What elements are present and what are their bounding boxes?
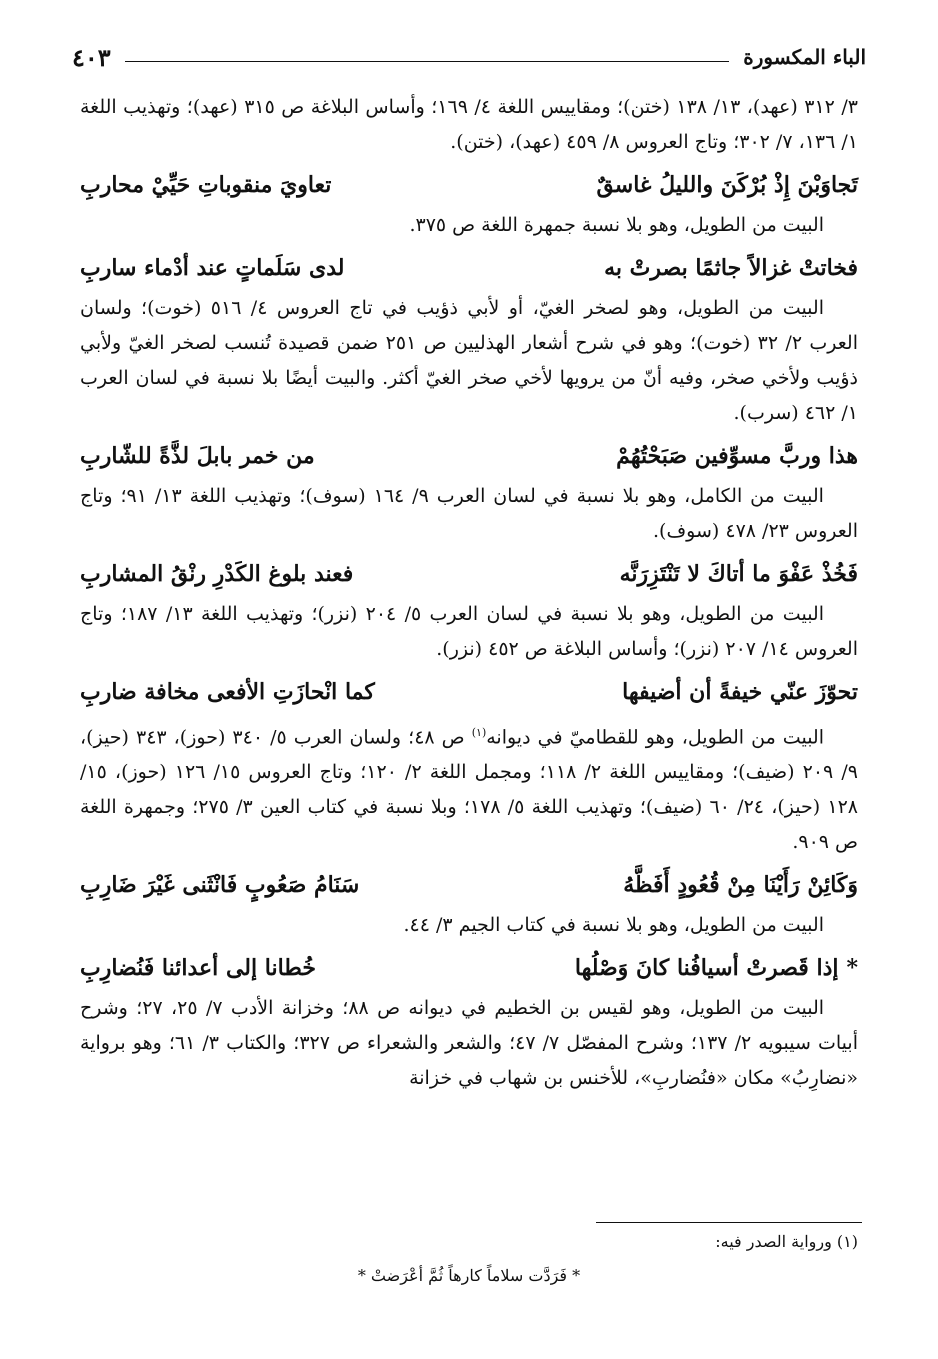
hemistich-text: فَخُذْ عَفْوَ ما أتاكَ لا تَنْتَزِرَنَّه — [619, 561, 858, 587]
verse-second-hemistich: فعند بلوغ الكَدْرِ رنْقُ المشاربِ — [80, 561, 354, 587]
verse-line — [80, 862, 858, 908]
commentary-paragraph: البيت من الطويل، وهو بلا نسبة في كتاب الجيم ٣/ ٤٤. — [403, 914, 824, 937]
footnote-1: (١) ورواية الصدر فيه: — [715, 1232, 858, 1251]
verse-first-hemistich — [616, 443, 858, 469]
hemistich-text: هذا وربَّ مسوِّفين صَبَحْتُهُمْ — [616, 443, 858, 469]
verse-first-hemistich — [596, 172, 858, 198]
verse-first-hemistich — [620, 561, 858, 587]
footnotes — [80, 1228, 858, 1290]
verse-line — [80, 551, 858, 597]
main-text — [80, 90, 858, 1096]
hemistich-text: تحوّزَ عنّي خيفةً أن أضيفها — [622, 679, 858, 705]
verse-line — [80, 433, 858, 479]
commentary-paragraph: البيت من الطويل، وهو بلا نسبة جمهرة اللغة ص ٣٧٥. — [409, 214, 824, 236]
verse-first-hemistich — [622, 679, 858, 705]
paragraph-text: البيت من الطويل، وهو للقطاميّ في ديوانه — [486, 726, 824, 749]
commentary-paragraph — [80, 715, 858, 860]
hemistich-text: تَجاوَبْنَ إِذْ بُرْكَنَ والليلُ غاسقٌ — [596, 172, 858, 198]
commentary-paragraph: ٣/ ٣١٢ (عهد)، ١٣/ ١٣٨ (ختن)؛ ومقاييس اللغة ٤/ ١٦٩؛ وأساس البلاغة ص ٣١٥ (عهد)؛ وتهذيب اللغة ١/ ١٣٦، ٧/ ٣٠٢؛ وتاج العروس ٨/ ٤٥٩ (عهد)، (ختن). — [80, 96, 858, 153]
verse-line — [80, 245, 858, 291]
running-header — [72, 42, 866, 72]
verse-second-hemistich: سَنَامُ صَعُوبٍ فَانْثَنى غَيْرَ ضَارِبِ — [80, 872, 360, 899]
verse-first-hemistich — [604, 255, 858, 281]
hemistich-text: وَكَائِنْ رَأَيْنَا مِنْ قُعُودٍ أَفَظَّهُ — [623, 872, 858, 899]
verse-line — [80, 945, 858, 991]
verse-line — [80, 162, 858, 208]
commentary-paragraph: البيت من الطويل، وهو لصخر الغيّ، أو لأبي ذؤيب في تاج العروس ٤/ ٥١٦ (خوت)؛ ولسان العرب ٢/ ٣٢ (خوت)؛ وهو في شرح أشعار الهذليين ص ٢٥١ ضمن قصيدة تُنسب لصخر الغيّ ولأبي ذؤيب ولأخي صخر، وفيه أنّ من يرويها لأخي صخر الغيّ أكثر. والبيت أيضًا بلا نسبة في لسان العرب ١/ ٤٦٢ (سرب). — [80, 297, 858, 424]
verse-line — [80, 669, 858, 715]
hemistich-text: فخاتتْ غزالاً جاثمًا بصرتْ به — [604, 255, 858, 281]
commentary-paragraph: البيت من الطويل، وهو لقيس بن الخطيم في ديوانه ص ٨٨؛ وخزانة الأدب ٧/ ٢٥، ٢٧؛ وشرح أبيات سيبويه ٢/ ١٣٧؛ وشرح المفصّل ٧/ ٤٧؛ والشعر والشعراء ص ٣٢٧؛ والكتاب ٣/ ٦١؛ وهو برواية «نضارِبُ» مكان «فنُضاربِ»، للأخنس بن شهاب في خزانة — [80, 997, 858, 1090]
footnote-marker: (١) — [471, 726, 487, 739]
footnote-verse: * فَرَدَّت سلاماً كارهاً ثُمَّ أعْرَضتْ * — [357, 1266, 581, 1285]
header-rule — [125, 61, 730, 62]
verse-second-hemistich: خُطانا إلى أعدائنا فَنُضارِبِ — [80, 955, 316, 982]
verse-first-hemistich — [575, 955, 858, 981]
commentary-paragraph: البيت من الكامل، وهو بلا نسبة في لسان العرب ٩/ ١٦٤ (سوف)؛ وتهذيب اللغة ١٣/ ٩١؛ وتاج العروس ٢٣/ ٤٧٨ (سوف). — [80, 485, 858, 542]
page-number: ٤٠٣ — [72, 42, 111, 72]
star-mark: * — [846, 955, 858, 982]
hemistich-text: إذا قَصرتْ أسيافُنا كانَ وَصْلُها — [574, 955, 839, 982]
footnote-divider — [596, 1222, 862, 1223]
paragraph-text: ص ٤٨؛ ولسان العرب ٥/ ٣٤٠ (حوز)، ٣٤٣ (حيز)، ٩/ ٢٠٩ (ضيف)؛ ومقاييس اللغة ٢/ ١١٨؛ ومجمل اللغة ٢/ ١٢٠؛ وتاج العروس ١٥/ ١٢٦ (حوز)، ١٥/ ١٢٨ (حيز)، ٢٤/ ٦٠ (ضيف)؛ وتهذيب اللغة ٥/ ١٧٨؛ وبلا نسبة في كتاب العين ٣/ ٢٧٥؛ وجمهرة اللغة ص ٩٠٩. — [80, 726, 858, 854]
verse-second-hemistich: تعاويَ منقوباتِ حَيِّيْ محاربِ — [80, 172, 332, 198]
verse-first-hemistich — [623, 872, 858, 898]
verse-second-hemistich: لدى سَلَماتٍ عند أدْماء ساربِ — [80, 255, 345, 281]
commentary-paragraph: البيت من الطويل، وهو بلا نسبة في لسان العرب ٥/ ٢٠٤ (نزر)؛ وتهذيب اللغة ١٣/ ١٨٧؛ وتاج العروس ١٤/ ٢٠٧ (نزر)؛ وأساس البلاغة ص ٤٥٢ (نزر). — [80, 603, 858, 660]
verse-second-hemistich: من خمر بابلَ لذَّةً للشّاربِ — [80, 443, 315, 469]
chapter-title: الباء المكسورة — [743, 45, 866, 69]
verse-second-hemistich: كما انْحازَتِ الأفعى مخافة ضاربِ — [80, 679, 375, 705]
